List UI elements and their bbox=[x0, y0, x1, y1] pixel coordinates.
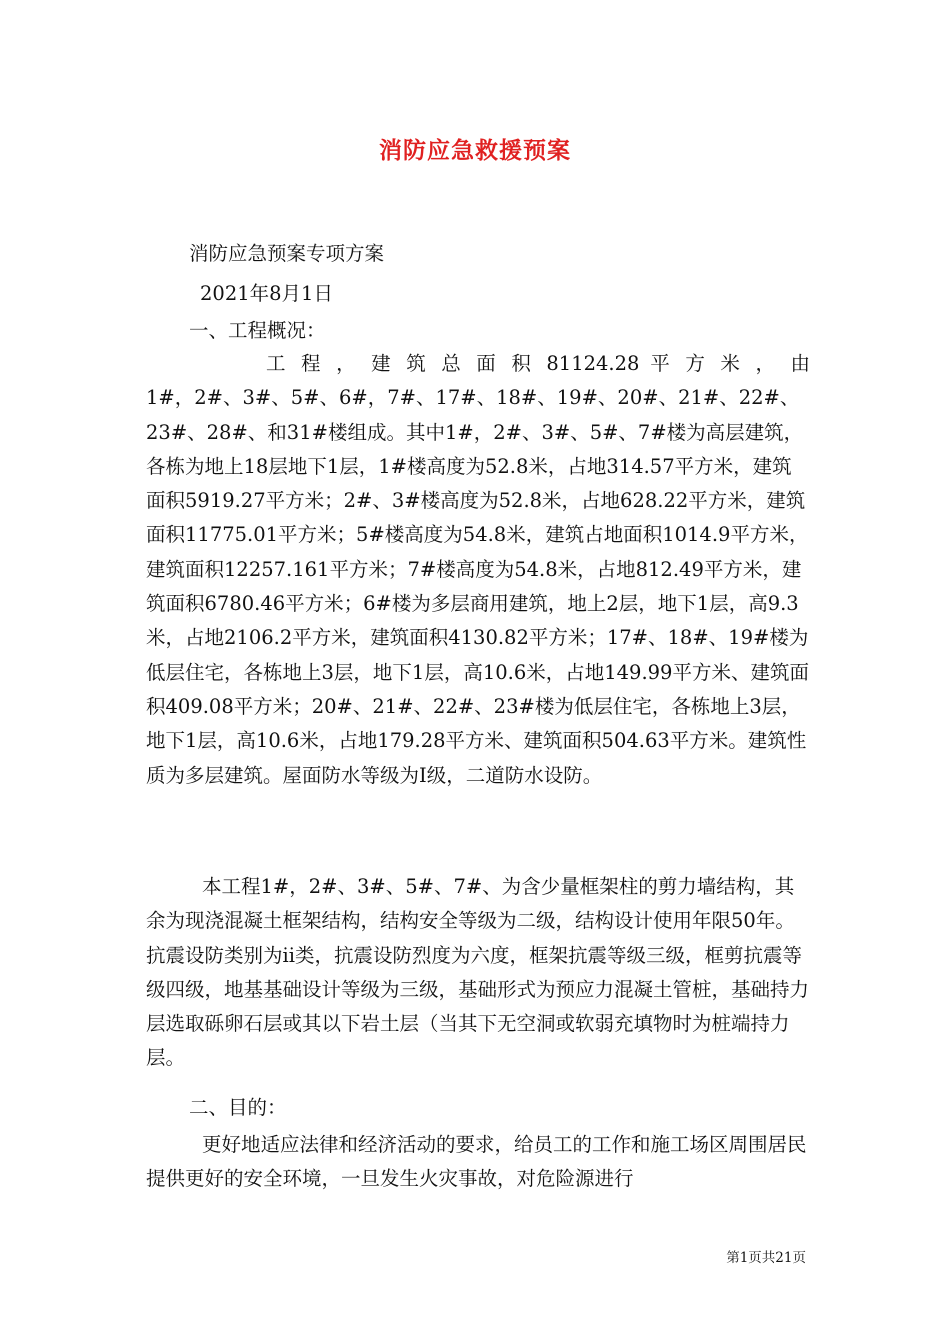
section-heading-overview: 一、工程概况： bbox=[189, 319, 326, 342]
overview-paragraph bbox=[146, 347, 810, 793]
document-title: 消防应急救援预案 bbox=[379, 137, 571, 164]
section-heading-purpose: 二、目的： bbox=[189, 1096, 287, 1119]
purpose-paragraph-text: 更好地适应法律和经济活动的要求，给员工的工作和施工场区周围居民提供更好的安全环境，一旦发生火灾事故，对危险源进行 bbox=[146, 1133, 807, 1191]
structure-paragraph bbox=[146, 870, 810, 1076]
page-number: 第1页共21页 bbox=[726, 1250, 806, 1266]
purpose-paragraph bbox=[146, 1128, 810, 1197]
document-date: 2021年8月1日 bbox=[200, 282, 333, 305]
overview-paragraph-body: 1#，2#、3#、5#、6#，7#、17#、18#、19#、20#、21#、22#、23#、28#、和31#楼组成。其中1#，2#、3#、5#、7#楼为高层建筑，各栋为地上18层地下1层，1#楼高度为52.8米，占地314.57平方米，建筑面积5919.27平方米；2#、3#楼高度为52.8米，占地628.22平方米，建筑面积11775.01平方米；5#楼高度为54.8米，建筑占地面积1014.9平方米，建筑面积12257.161平方米；7#楼高度为54.8米，占地812.49平方米，建筑面积6780.46平方米；6#楼为多层商用建筑，地上2层，地下1层，高9.3米，占地2106.2平方米，建筑面积4130.82平方米；17#、18#、19#楼为低层住宅，各栋地上3层，地下1层，高10.6米，占地149.99平方米、建筑面积409.08平方米；20#、21#、22#、23#楼为低层住宅，各栋地上3层，地下1层，高10.6米，占地179.28平方米、建筑面积504.63平方米。建筑性质为多层建筑。屋面防水等级为Ⅰ级，二道防水设防。 bbox=[146, 386, 809, 787]
document-subtitle: 消防应急预案专项方案 bbox=[189, 242, 385, 265]
overview-first-line: 工 程 ， 建 筑 总 面 积 81124.28 平 方 米 ， 由 bbox=[266, 352, 810, 375]
structure-paragraph-text: 本工程1#，2#、3#、5#、7#、为含少量框架柱的剪力墙结构，其余为现浇混凝土框架结构，结构安全等级为二级，结构设计使用年限50年。抗震设防类别为ii类，抗震设防烈度为六度，框架抗震等级三级，框剪抗震等级四级，地基基础设计等级为三级，基础形式为预应力混凝土管桩，基础持力层选取砾卵石层或其以下岩土层（当其下无空洞或软弱充填物时为桩端持力层。 bbox=[146, 875, 810, 1070]
